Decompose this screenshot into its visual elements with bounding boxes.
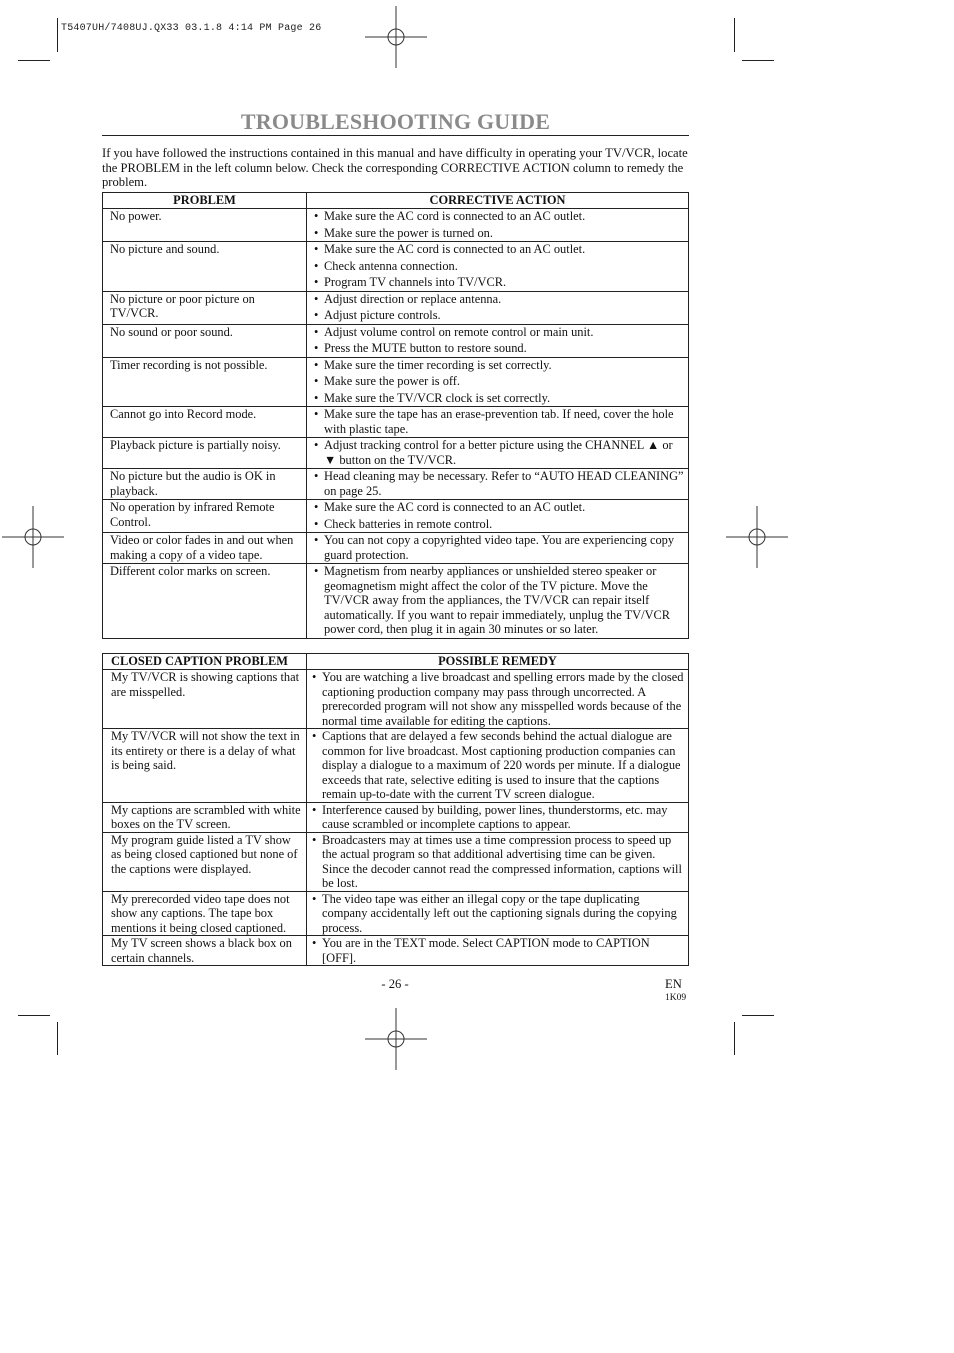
table-row <box>103 832 689 891</box>
corrective-action-cell <box>307 564 689 639</box>
list-item: • Broadcasters may at times use a time compression process to speed up the actual program so that additional advertising time can be given. Since the decoder cannot read the compressed information, captions will be lost. <box>312 833 686 891</box>
action-list <box>314 438 686 467</box>
table-row <box>103 242 689 292</box>
action-list <box>314 564 686 637</box>
list-item: • The video tape was either an illegal copy or the tape duplicating company accidentally left out the captioning signals during the copying process. <box>312 892 686 936</box>
corrective-action-cell <box>307 242 689 292</box>
remedy-list <box>312 936 686 965</box>
crop-mark <box>742 60 774 61</box>
column-header-closed-caption-problem: CLOSED CAPTION PROBLEM <box>103 654 307 670</box>
page-title: TROUBLESHOOTING GUIDE <box>240 109 551 134</box>
possible-remedy-cell <box>307 936 689 966</box>
column-header-corrective-action: CORRECTIVE ACTION <box>307 193 689 209</box>
problem-cell: No operation by infrared Remote Control. <box>103 500 307 533</box>
possible-remedy-cell <box>307 729 689 803</box>
problem-cell: Playback picture is partially noisy. <box>103 438 307 469</box>
list-item: • Check antenna connection. <box>314 259 686 274</box>
remedy-list <box>312 892 686 936</box>
problem-cell: No picture and sound. <box>103 242 307 292</box>
remedy-list <box>312 670 686 728</box>
caption-problem-cell: My program guide listed a TV show as being closed captioned but none of the captions were displayed. <box>103 832 307 891</box>
column-header-possible-remedy: POSSIBLE REMEDY <box>307 654 689 670</box>
model-code: 1K09 <box>665 993 687 1003</box>
corrective-action-cell <box>307 500 689 533</box>
table-row <box>103 891 689 936</box>
list-item: • Make sure the timer recording is set correctly. <box>314 358 686 373</box>
crop-mark <box>57 18 58 52</box>
intro-paragraph: If you have followed the instructions contained in this manual and have difficulty in operating your TV/VCR, locate the PROBLEM in the left column below. Check the corresponding CORRECTIVE ACTION column to remedy the problem. <box>102 146 688 189</box>
caption-problem-cell: My prerecorded video tape does not show any captions. The tape box mentions it being closed captioned. <box>103 891 307 936</box>
table-row <box>103 533 689 564</box>
crop-mark <box>18 1015 50 1016</box>
table-row <box>103 407 689 438</box>
possible-remedy-cell <box>307 832 689 891</box>
corrective-action-cell <box>307 324 689 357</box>
crop-mark <box>734 18 735 52</box>
problem-cell: No picture or poor picture on TV/VCR. <box>103 291 307 324</box>
action-list <box>314 407 686 436</box>
problem-cell: Timer recording is not possible. <box>103 357 307 407</box>
closed-caption-table <box>102 653 689 966</box>
action-list <box>314 209 686 240</box>
list-item: • Make sure the power is off. <box>314 374 686 389</box>
caption-problem-cell: My TV/VCR is showing captions that are misspelled. <box>103 670 307 729</box>
table-row <box>103 469 689 500</box>
problem-cell: No sound or poor sound. <box>103 324 307 357</box>
troubleshooting-table <box>102 192 689 639</box>
list-item: • Program TV channels into TV/VCR. <box>314 275 686 290</box>
list-item: • Adjust picture controls. <box>314 308 686 323</box>
list-item: • You are watching a live broadcast and spelling errors made by the closed captioning production company may pass through uncorrected. A prerecorded program will not show any misspelled words because of the normal time available for editing the captions. <box>312 670 686 728</box>
action-list <box>314 242 686 290</box>
table-row <box>103 670 689 729</box>
action-list <box>314 292 686 323</box>
corrective-action-cell <box>307 209 689 242</box>
corrective-action-cell <box>307 438 689 469</box>
crop-mark <box>18 60 50 61</box>
list-item: • Magnetism from nearby appliances or unshielded stereo speaker or geomagnetism might affect the color of the TV picture. Move the TV/VCR away from the appliances, the TV/VCR can repair itself automatically. If you want to repair immediately, unplug the TV/VCR power cord, then plug it in again 30 minutes or so later. <box>314 564 686 637</box>
problem-cell: Different color marks on screen. <box>103 564 307 639</box>
list-item: • Press the MUTE button to restore sound. <box>314 341 686 356</box>
corrective-action-cell <box>307 533 689 564</box>
table-row <box>103 291 689 324</box>
table-row <box>103 209 689 242</box>
possible-remedy-cell <box>307 670 689 729</box>
table-row <box>103 729 689 803</box>
column-header-problem: PROBLEM <box>103 193 307 209</box>
list-item: • Make sure the TV/VCR clock is set correctly. <box>314 391 686 406</box>
list-item: • Adjust tracking control for a better picture using the CHANNEL ▲ or ▼ button on the TV/VCR. <box>314 438 686 467</box>
list-item: • Captions that are delayed a few seconds behind the actual dialogue are common for live broadcast. Most captioning production companies can display a dialogue to a maximum of 220 words per minute. If a dialogue exceeds that rate, selective editing is used to insure that the captions remain up-to-date with the current TV screen dialogue. <box>312 729 686 802</box>
list-item: • You are in the TEXT mode. Select CAPTION mode to CAPTION [OFF]. <box>312 936 686 965</box>
table-row <box>103 936 689 966</box>
problem-cell: Cannot go into Record mode. <box>103 407 307 438</box>
registration-mark-icon <box>365 6 427 68</box>
action-list <box>314 358 686 406</box>
crop-mark <box>57 1022 58 1055</box>
printer-slug: T5407UH/7408UJ.QX33 03.1.8 4:14 PM Page 26 <box>61 23 322 34</box>
list-item: • Make sure the tape has an erase-prevention tab. If need, cover the hole with plastic tape. <box>314 407 686 436</box>
list-item: • Interference caused by building, power lines, thunderstorms, etc. may cause scrambled or incomplete captions to appear. <box>312 803 686 832</box>
table-row <box>103 357 689 407</box>
list-item: • Check batteries in remote control. <box>314 517 686 532</box>
crop-mark <box>734 1022 735 1055</box>
corrective-action-cell <box>307 469 689 500</box>
caption-problem-cell: My captions are scrambled with white boxes on the TV screen. <box>103 802 307 832</box>
action-list <box>314 500 686 531</box>
problem-cell: No picture but the audio is OK in playback. <box>103 469 307 500</box>
page-number: - 26 - <box>381 977 409 991</box>
caption-problem-cell: My TV/VCR will not show the text in its entirety or there is a delay of what is being said. <box>103 729 307 803</box>
remedy-list <box>312 729 686 802</box>
list-item: • Make sure the AC cord is connected to an AC outlet. <box>314 209 686 224</box>
list-item: • Make sure the AC cord is connected to an AC outlet. <box>314 500 686 515</box>
registration-mark-icon <box>2 506 64 568</box>
remedy-list <box>312 833 686 891</box>
table-row <box>103 438 689 469</box>
list-item: • Adjust volume control on remote control or main unit. <box>314 325 686 340</box>
list-item: • You can not copy a copyrighted video tape. You are experiencing copy guard protection. <box>314 533 686 562</box>
list-item: • Make sure the power is turned on. <box>314 226 686 241</box>
list-item: • Head cleaning may be necessary. Refer to “AUTO HEAD CLEANING” on page 25. <box>314 469 686 498</box>
problem-cell: No power. <box>103 209 307 242</box>
title-rule <box>102 135 689 136</box>
language-code: EN <box>665 977 682 991</box>
action-list <box>314 325 686 356</box>
crop-mark <box>742 1015 774 1016</box>
table-row <box>103 564 689 639</box>
action-list <box>314 469 686 498</box>
table-row <box>103 802 689 832</box>
possible-remedy-cell <box>307 891 689 936</box>
problem-cell: Video or color fades in and out when making a copy of a video tape. <box>103 533 307 564</box>
action-list <box>314 533 686 562</box>
table-row <box>103 324 689 357</box>
possible-remedy-cell <box>307 802 689 832</box>
registration-mark-icon <box>726 506 788 568</box>
corrective-action-cell <box>307 357 689 407</box>
list-item: • Adjust direction or replace antenna. <box>314 292 686 307</box>
table-row <box>103 500 689 533</box>
corrective-action-cell <box>307 407 689 438</box>
corrective-action-cell <box>307 291 689 324</box>
list-item: • Make sure the AC cord is connected to an AC outlet. <box>314 242 686 257</box>
remedy-list <box>312 803 686 832</box>
caption-problem-cell: My TV screen shows a black box on certain channels. <box>103 936 307 966</box>
registration-mark-icon <box>365 1008 427 1070</box>
